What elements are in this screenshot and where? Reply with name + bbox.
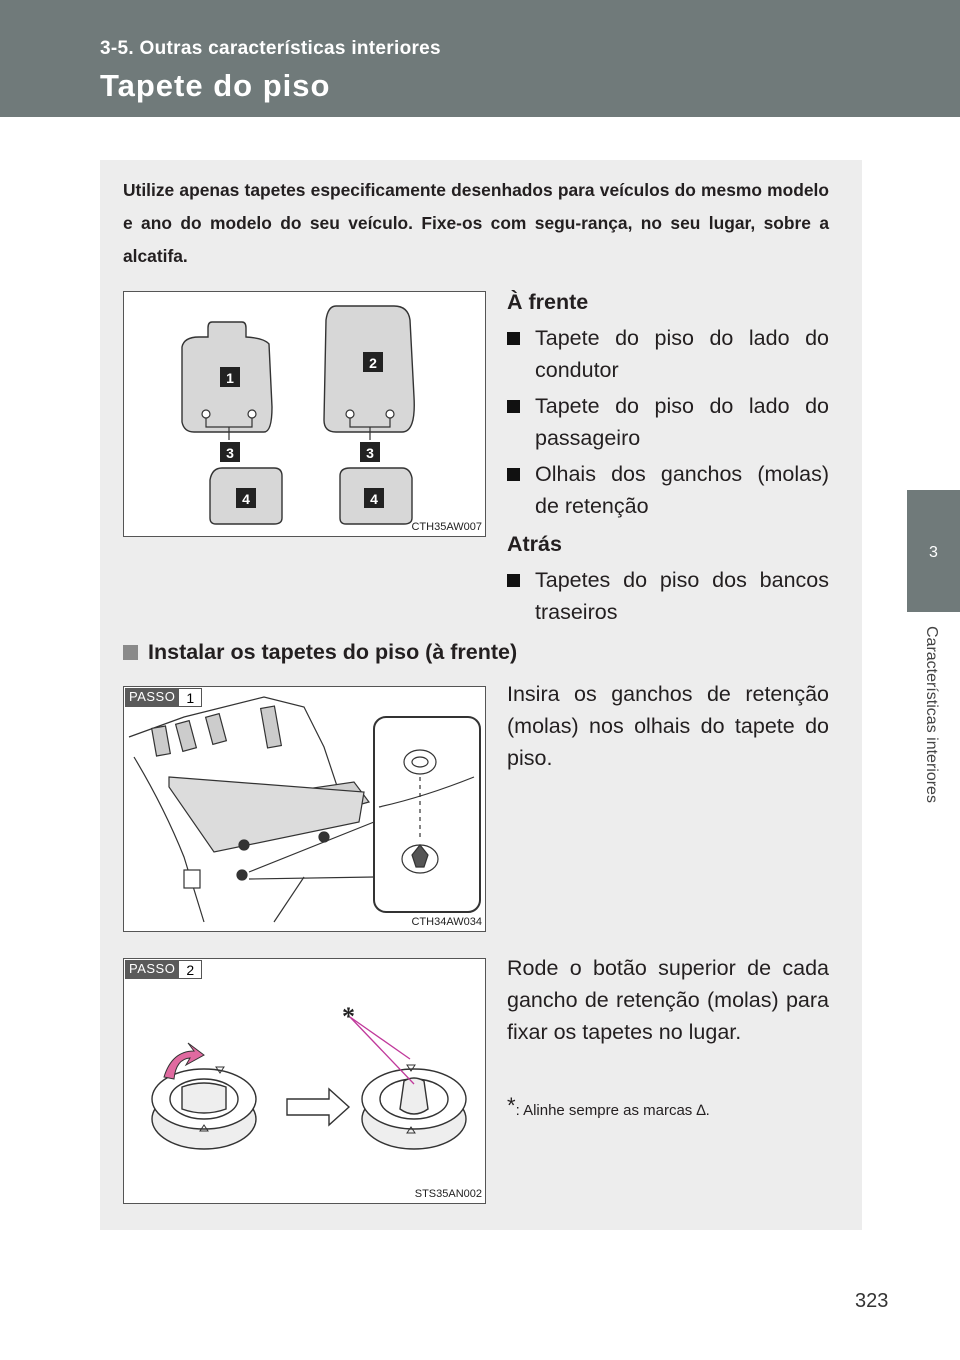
step-tag-number: 1 [179, 688, 202, 707]
step-2-text: Rode o botão superior de cada gancho de retenção (molas) para fixar os tapetes no lugar. [507, 956, 829, 1044]
list-item [507, 322, 829, 386]
footnote-text: : Alinhe sempre as marcas ∆. [515, 1102, 710, 1119]
step-1-text: Insira os ganchos de retenção (molas) nos olhais do tapete do piso. [507, 682, 829, 770]
step1-figure [123, 686, 486, 932]
footnote-marker: * [507, 1093, 516, 1118]
list-item [507, 390, 829, 454]
step2-illustration [124, 959, 485, 1203]
step-tag-number: 2 [179, 960, 202, 979]
figure-code: CTH34AW034 [411, 916, 482, 928]
list-item-text: Olhais dos ganchos (molas) de retenção [535, 462, 829, 518]
install-heading-text: Instalar os tapetes do piso (à frente) [148, 640, 518, 664]
number-badge-icon [507, 574, 520, 587]
number-badge-icon [507, 400, 520, 413]
list-item [507, 564, 829, 628]
fig1-label-4b: 4 [370, 491, 378, 507]
step2-figure [123, 958, 486, 1204]
floor-mats-figure [123, 291, 486, 537]
fig1-label-3a: 3 [226, 445, 234, 461]
step-tag-label: PASSO [125, 688, 179, 707]
page-title: Tapete do piso [100, 68, 331, 103]
rear-heading: Atrás [507, 532, 562, 556]
fig1-label-1: 1 [226, 370, 234, 386]
chapter-label-text: Características interiores [923, 626, 940, 803]
step-tag-label: PASSO [125, 960, 179, 979]
front-heading: À frente [507, 290, 589, 314]
floor-mats-illustration [124, 292, 485, 536]
fig1-label-2: 2 [369, 355, 377, 371]
number-badge-icon [507, 332, 520, 345]
list-item-text: Tapete do piso do lado do condutor [535, 326, 829, 382]
chapter-side-label [908, 626, 952, 856]
install-heading [123, 640, 517, 665]
number-badge-icon [507, 468, 520, 481]
intro-paragraph: Utilize apenas tapetes especificamente desenhados para veículos do mesmo modelo e ano do modelo do seu veículo. Fixe-os com segu-rança, no seu lugar, sobre a alcatifa. [123, 180, 829, 266]
list-item-text: Tapetes do piso dos bancos traseiros [535, 568, 829, 624]
page-number: 323 [855, 1290, 889, 1312]
list-item-text: Tapete do piso do lado do passageiro [535, 394, 829, 450]
fig1-label-4a: 4 [242, 491, 250, 507]
fig1-label-3b: 3 [366, 445, 374, 461]
figure-code: CTH35AW007 [411, 521, 482, 533]
chapter-number: 3 [929, 544, 938, 561]
chapter-tab [907, 490, 960, 612]
step1-illustration [124, 687, 485, 931]
footnote [507, 1093, 710, 1119]
fig3-asterisk: * [342, 1002, 355, 1031]
list-item [507, 458, 829, 522]
chapter-header [0, 0, 960, 117]
square-bullet-icon [123, 645, 138, 660]
figure-code: STS35AN002 [414, 1188, 482, 1200]
section-title: 3-5. Outras características interiores [100, 38, 441, 59]
